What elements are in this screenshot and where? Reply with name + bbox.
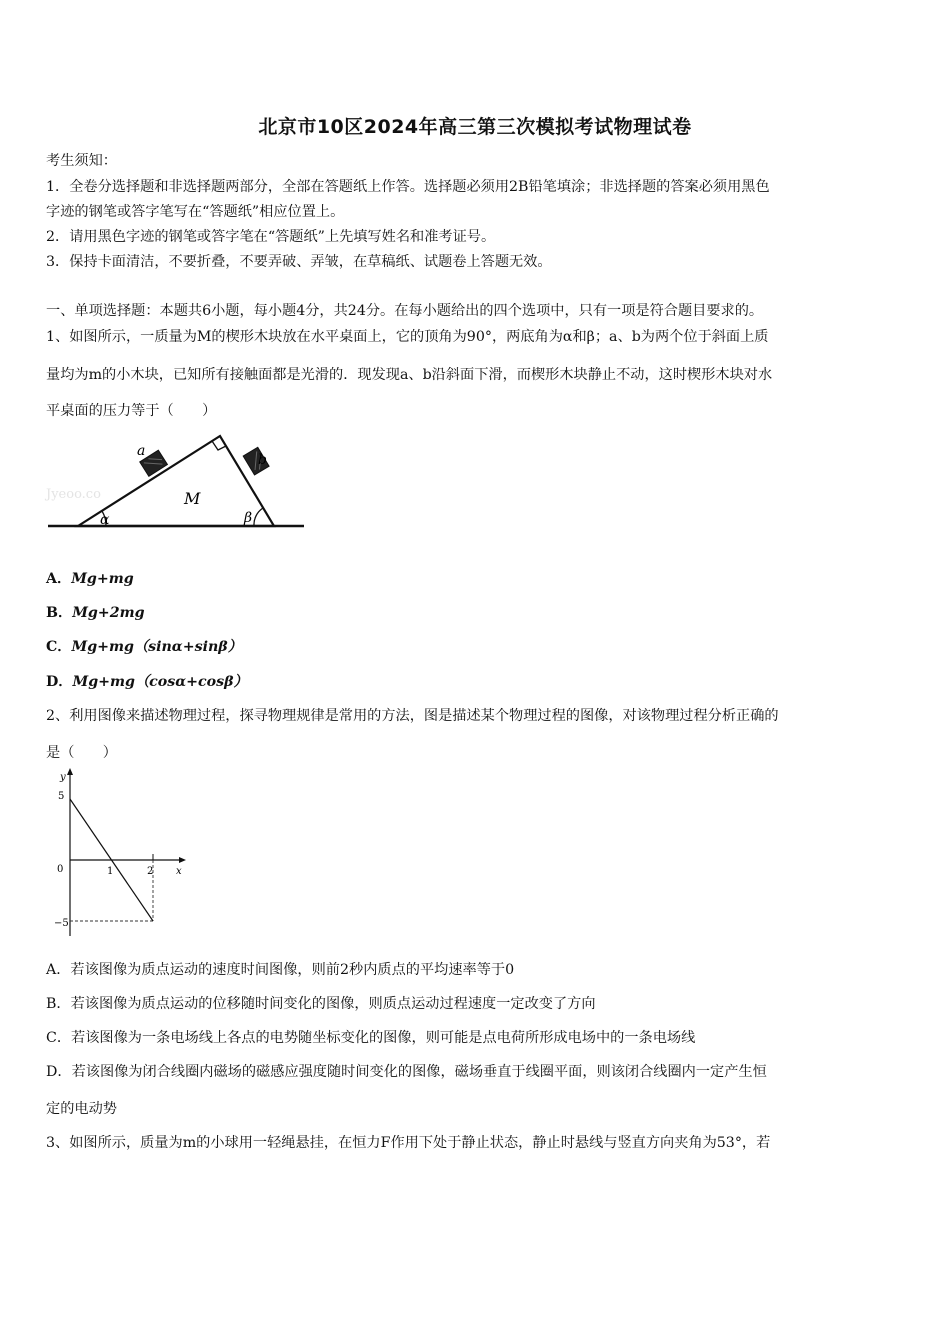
label-M: M — [184, 489, 201, 508]
notice-item-1-cont: 字迹的钢笔或答字笔写在“答题纸”相应位置上。 — [46, 204, 345, 220]
origin-label: 0 — [57, 864, 64, 875]
q2-text-line-2: 是（ ） — [46, 745, 117, 761]
section-heading: 一、单项选择题：本题共6小题，每小题4分，共24分。在每小题给出的四个选项中，只有一项是符合题目要求的。 — [46, 303, 764, 319]
x-tick-2: 2 — [147, 866, 154, 877]
q1-option-c[interactable] — [46, 638, 912, 656]
option-text: Mg+mg — [71, 571, 134, 587]
label-a: a — [137, 443, 146, 459]
q1-text-line-1: 1、如图所示，一质量为M的楔形木块放在水平桌面上，它的顶角为90°，两底角为α和β；a、b为两个位于斜面上质 — [46, 329, 769, 345]
figure-watermark: Jyeoo.co — [46, 487, 101, 502]
q2-line-graph — [52, 766, 192, 938]
option-letter: A． — [46, 571, 72, 587]
q1-option-b[interactable] — [46, 604, 912, 622]
q1-text-line-3: 平桌面的压力等于（ ） — [46, 403, 217, 419]
q2-option-d-cont: 定的电动势 — [46, 1101, 117, 1117]
page-title: 北京市10区2024年高三第三次模拟考试物理试卷 — [258, 116, 692, 138]
label-b: b — [258, 452, 267, 468]
label-alpha: α — [100, 512, 110, 528]
y-axis-label: y — [60, 772, 66, 783]
label-beta: β — [244, 510, 253, 526]
y-tick-5: 5 — [58, 791, 65, 802]
q1-option-d[interactable] — [46, 673, 912, 691]
q2-option-d[interactable]: D．若该图像为闭合线圈内磁场的磁感应强度随时间变化的图像，磁场垂直于线圈平面，则该闭合线圈内一定产生恒 — [46, 1064, 767, 1080]
option-text: Mg+2mg — [72, 605, 145, 621]
notice-item-2: 2．请用黑色字迹的钢笔或答字笔在“答题纸”上先填写姓名和准考证号。 — [46, 229, 496, 245]
notice-item-3: 3．保持卡面清洁，不要折叠，不要弄破、弄皱，在草稿纸、试题卷上答题无效。 — [46, 254, 552, 270]
notice-heading: 考生须知： — [46, 153, 117, 169]
beta-arc — [254, 508, 263, 526]
q1-wedge-figure — [44, 434, 308, 536]
option-text: Mg+mg（sinα+sinβ） — [71, 639, 242, 655]
option-letter: B． — [46, 605, 73, 621]
y-tick-neg5: −5 — [54, 918, 69, 929]
q2-option-c[interactable]: C．若该图像为一条电场线上各点的电势随坐标变化的图像，则可能是点电荷所形成电场中的一条电场线 — [46, 1030, 696, 1046]
q3-text-line-1: 3、如图所示，质量为m的小球用一轻绳悬挂，在恒力F作用下处于静止状态，静止时悬线与竖直方向夹角为53°，若 — [46, 1135, 771, 1151]
q2-option-b[interactable]: B．若该图像为质点运动的位移随时间变化的图像，则质点运动过程速度一定改变了方向 — [46, 996, 596, 1012]
q2-option-a[interactable]: A．若该图像为质点运动的速度时间图像，则前2秒内质点的平均速率等于0 — [46, 962, 515, 978]
q2-text-line-1: 2、利用图像来描述物理过程，探寻物理规律是常用的方法，图是描述某个物理过程的图像，对该物理过程分析正确的 — [46, 708, 779, 724]
q1-text-line-2: 量均为m的小木块，已知所有接触面都是光滑的．现发现a、b沿斜面下滑，而楔形木块静止不动，这时楔形木块对水 — [46, 367, 773, 383]
option-text: Mg+mg（cosα+cosβ） — [72, 674, 248, 690]
q1-option-a[interactable] — [46, 570, 912, 588]
x-axis-arrow — [179, 857, 186, 863]
option-letter: C． — [46, 639, 72, 655]
notice-item-1: 1．全卷分选择题和非选择题两部分，全部在答题纸上作答。选择题必须用2B铅笔填涂；非选择题的答案必须用黑色 — [46, 179, 770, 195]
x-axis-label: x — [176, 866, 182, 877]
x-tick-1: 1 — [107, 866, 114, 877]
option-letter: D． — [46, 674, 73, 690]
y-axis-arrow — [67, 768, 73, 775]
